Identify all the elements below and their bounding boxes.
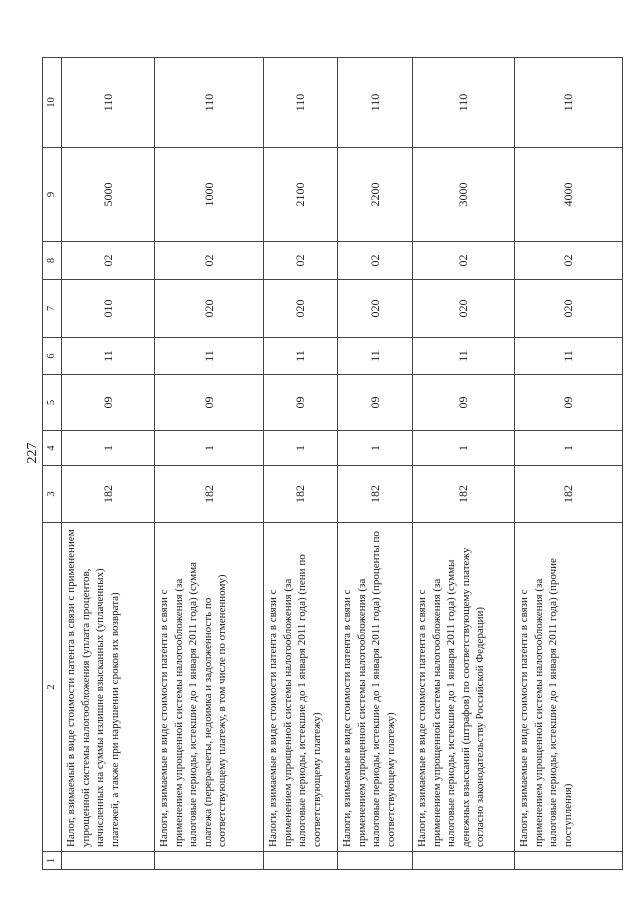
column-number: 5 (43, 375, 62, 431)
tax-description-cell: Налоги, взимаемые в виде стоимости патента в связи с применением упрощенной системы налогообложения (за налоговые периоды, истекшие до 1 января 2011 года) (суммы денежных взысканий (штрафов) по соответствующему платежу согласно законодательству Российской Федерации) (413, 523, 515, 852)
budget-classification-table (42, 57, 623, 870)
column-number: 8 (43, 242, 62, 280)
row-col1-cell (62, 852, 155, 870)
element-code-cell: 02 (338, 242, 413, 280)
table-row (155, 58, 264, 870)
column-number: 2 (43, 523, 62, 852)
column-number-header-row (43, 58, 62, 870)
article-code-cell: 11 (155, 338, 264, 375)
subarticle-code-cell: 020 (515, 280, 623, 338)
program-code-cell: 3000 (413, 148, 515, 242)
element-code-cell: 02 (155, 242, 264, 280)
table-row (338, 58, 413, 870)
table-row (413, 58, 515, 870)
article-code-cell: 11 (413, 338, 515, 375)
column-number: 7 (43, 280, 62, 338)
subgroup-code-cell: 09 (155, 375, 264, 431)
column-number: 9 (43, 148, 62, 242)
article-code-cell: 11 (62, 338, 155, 375)
tax-description-cell: Налоги, взимаемые в виде стоимости патента в связи с применением упрощенной системы налогообложения (за налоговые периоды, истекшие до 1 января 2011 года) (пени по соответствующему платежу) (264, 523, 338, 852)
table-row (515, 58, 623, 870)
admin-code-cell: 182 (155, 466, 264, 523)
column-number: 10 (43, 58, 62, 148)
table-row (62, 58, 155, 870)
row-col1-cell (413, 852, 515, 870)
group-code-cell: 1 (338, 431, 413, 466)
program-code-cell: 2200 (338, 148, 413, 242)
row-col1-cell (515, 852, 623, 870)
tax-description-cell: Налоги, взимаемые в виде стоимости патента в связи с применением упрощенной системы налогообложения (за налоговые периоды, истекшие до 1 января 2011 года) (сумма платежа (перерасчеты, недоимка и задолженность по соответствующему платежу, в том числе по отмененному) (155, 523, 264, 852)
article-code-cell: 11 (264, 338, 338, 375)
admin-code-cell: 182 (338, 466, 413, 523)
tax-description-cell: Налог, взимаемый в виде стоимости патента в связи с применением упрощенной системы налогообложения (уплата процентов, начисленных на суммы излишне взысканных (уплаченных) платежей, а также при нарушении сроков их возврата) (62, 523, 155, 852)
group-code-cell: 1 (264, 431, 338, 466)
element-code-cell: 02 (62, 242, 155, 280)
row-col1-cell (155, 852, 264, 870)
element-code-cell: 02 (264, 242, 338, 280)
economic-code-cell: 110 (515, 58, 623, 148)
subgroup-code-cell: 09 (338, 375, 413, 431)
program-code-cell: 1000 (155, 148, 264, 242)
program-code-cell: 4000 (515, 148, 623, 242)
economic-code-cell: 110 (338, 58, 413, 148)
table-row (264, 58, 338, 870)
page-number: 227 (25, 442, 40, 464)
element-code-cell: 02 (413, 242, 515, 280)
subarticle-code-cell: 020 (413, 280, 515, 338)
program-code-cell: 2100 (264, 148, 338, 242)
group-code-cell: 1 (413, 431, 515, 466)
admin-code-cell: 182 (413, 466, 515, 523)
subarticle-code-cell: 010 (62, 280, 155, 338)
group-code-cell: 1 (62, 431, 155, 466)
subarticle-code-cell: 020 (338, 280, 413, 338)
row-col1-cell (338, 852, 413, 870)
subgroup-code-cell: 09 (264, 375, 338, 431)
subarticle-code-cell: 020 (264, 280, 338, 338)
economic-code-cell: 110 (155, 58, 264, 148)
article-code-cell: 11 (338, 338, 413, 375)
column-number: 6 (43, 338, 62, 375)
admin-code-cell: 182 (515, 466, 623, 523)
group-code-cell: 1 (155, 431, 264, 466)
article-code-cell: 11 (515, 338, 623, 375)
subgroup-code-cell: 09 (62, 375, 155, 431)
economic-code-cell: 110 (62, 58, 155, 148)
admin-code-cell: 182 (264, 466, 338, 523)
admin-code-cell: 182 (62, 466, 155, 523)
subgroup-code-cell: 09 (515, 375, 623, 431)
column-number: 3 (43, 466, 62, 523)
column-number: 1 (43, 852, 62, 870)
tax-description-cell: Налоги, взимаемые в виде стоимости патента в связи с применением упрощенной системы налогообложения (за налоговые периоды, истекшие до 1 января 2011 года) (прочие поступления) (515, 523, 623, 852)
subgroup-code-cell: 09 (413, 375, 515, 431)
program-code-cell: 5000 (62, 148, 155, 242)
rotated-table-container (42, 58, 591, 870)
economic-code-cell: 110 (413, 58, 515, 148)
group-code-cell: 1 (515, 431, 623, 466)
subarticle-code-cell: 020 (155, 280, 264, 338)
tax-description-cell: Налоги, взимаемые в виде стоимости патента в связи с применением упрощенной системы налогообложения (за налоговые периоды, истекшие до 1 января 2011 года) (проценты по соответствующему платежу) (338, 523, 413, 852)
economic-code-cell: 110 (264, 58, 338, 148)
element-code-cell: 02 (515, 242, 623, 280)
column-number: 4 (43, 431, 62, 466)
row-col1-cell (264, 852, 338, 870)
